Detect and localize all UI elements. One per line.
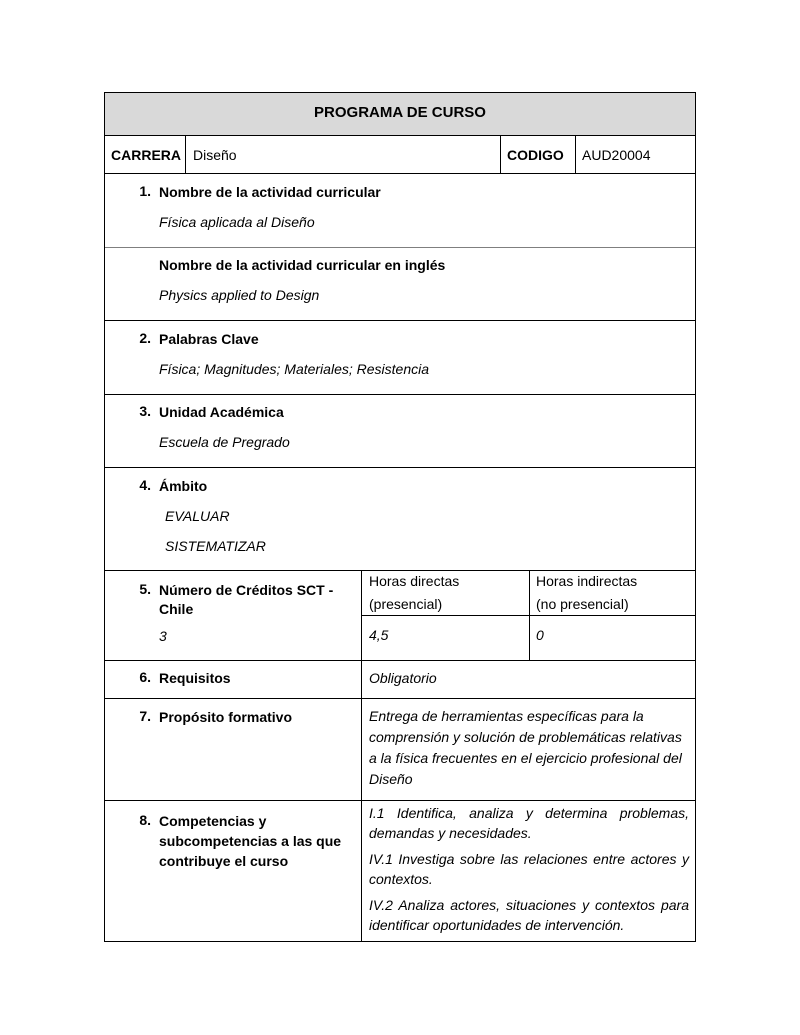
section-number: 5. [139, 581, 151, 597]
section-number: 2. [139, 330, 151, 346]
divider [105, 394, 695, 395]
section-6-label: Requisitos [159, 670, 231, 686]
carrera-value: Diseño [193, 147, 237, 163]
divider [105, 800, 695, 801]
competency-item: I.1 Identifica, analiza y determina problemas, demandas y necesidades. [369, 805, 689, 841]
indirect-hours-value: 0 [536, 627, 544, 643]
divider [185, 135, 186, 173]
section-4-value: SISTEMATIZAR [165, 538, 266, 554]
divider [105, 570, 695, 571]
competency-item: IV.2 Analiza actores, situaciones y contextos para identificar oportunidades de intervención. [369, 897, 689, 933]
section-number: 4. [139, 477, 151, 493]
divider [361, 800, 362, 942]
section-7-label: Propósito formativo [159, 709, 293, 725]
competency-item: IV.1 Investiga sobre las relaciones entre actores y contextos. [369, 851, 689, 887]
section-2-value: Física; Magnitudes; Materiales; Resistencia [159, 361, 429, 377]
divider [500, 135, 501, 173]
section-1-value-english: Physics applied to Design [159, 287, 320, 303]
direct-hours-value: 4,5 [369, 627, 389, 643]
section-number: 8. [139, 812, 151, 828]
indirect-hours-header-line-1: Horas indirectas [536, 573, 638, 589]
page-title: PROGRAMA DE CURSO [314, 104, 486, 121]
divider [105, 660, 695, 661]
section-3-value: Escuela de Pregrado [159, 434, 290, 450]
direct-hours-header-line-2: (presencial) [369, 596, 443, 612]
divider [575, 135, 576, 173]
section-1-label: Nombre de la actividad curricular [159, 184, 381, 200]
divider [105, 173, 695, 174]
divider [105, 135, 695, 136]
direct-hours-header-line-1: Horas directas [369, 573, 460, 589]
codigo-value: AUD20004 [582, 147, 651, 163]
section-number: 3. [139, 403, 151, 419]
divider [105, 467, 695, 468]
section-2-label: Palabras Clave [159, 331, 259, 347]
course-program-table [104, 92, 696, 942]
section-3-label: Unidad Académica [159, 404, 284, 420]
divider [105, 247, 695, 248]
divider [361, 615, 695, 616]
carrera-label: CARRERA [111, 147, 181, 163]
indirect-hours-header-line-2: (no presencial) [536, 596, 629, 612]
section-8-label-line-1: Competencias y [159, 813, 267, 829]
codigo-label: CODIGO [507, 147, 564, 163]
section-5-value: 3 [159, 628, 167, 644]
divider [105, 320, 695, 321]
divider [361, 570, 362, 800]
section-number: 6. [139, 669, 151, 685]
divider [105, 698, 695, 699]
section-5-label-line-2: Chile [159, 601, 194, 617]
section-4-label: Ámbito [159, 478, 208, 494]
section-6-value: Obligatorio [369, 670, 437, 686]
section-number: 1. [139, 183, 151, 199]
section-7-value: Entrega de herramientas específicas para la comprensión y solución de problemáticas relativas a la física frecuentes en el ejercicio profesional del Diseño [369, 708, 682, 787]
section-4-value: EVALUAR [165, 508, 230, 524]
section-8-label-line-3: contribuye el curso [159, 853, 289, 869]
section-1-value: Física aplicada al Diseño [159, 214, 315, 230]
section-number: 7. [139, 708, 151, 724]
section-1-label-english: Nombre de la actividad curricular en inglés [159, 257, 446, 273]
section-5-label-line-1: Número de Créditos SCT - [159, 582, 334, 598]
section-8-label-line-2: subcompetencias a las que [159, 833, 342, 849]
